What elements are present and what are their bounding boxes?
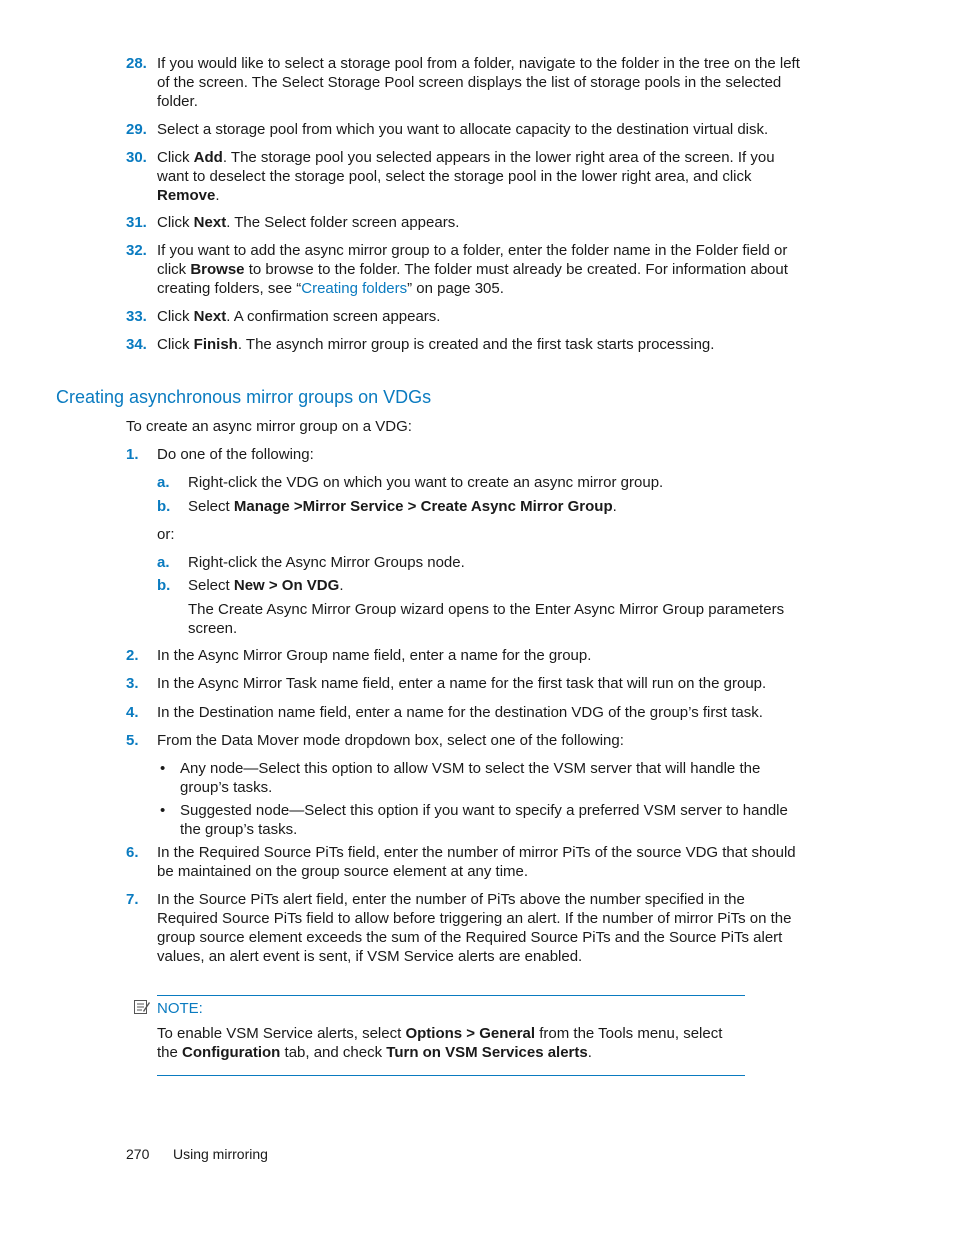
section-heading: Creating asynchronous mirror groups on VDGs [56, 387, 432, 407]
num-3: 3. [126, 675, 139, 692]
num-34: 34. [126, 336, 147, 353]
step-34-text: Click Finish. The asynch mirror group is created and the first task starts processing. [157, 336, 715, 353]
note-icon [133, 998, 151, 1021]
num-7: 7. [126, 891, 139, 908]
note-rule-bottom [157, 1075, 745, 1076]
num-28: 28. [126, 55, 147, 72]
note-text: To enable VSM Service alerts, select Options > General from the Tools menu, select the Configuration tab, and check Turn on VSM Services alerts. [157, 1025, 723, 1061]
substep-1b-label: b. [157, 498, 171, 515]
or-text: or: [157, 526, 175, 543]
step-33-text: Click Next. A confirmation screen appears. [157, 308, 441, 325]
step-6-text: In the Required Source PiTs field, enter the number of mirror PiTs of the source VDG that should be maintained on the group source element at any time. [157, 844, 796, 880]
section-intro: To create an async mirror group on a VDG: [126, 418, 412, 435]
num-5: 5. [126, 732, 139, 749]
substep-1a-text: Right-click the VDG on which you want to create an async mirror group. [188, 474, 664, 491]
step-32-text: If you want to add the async mirror group to a folder, enter the folder name in the Folder field or click Browse to browse to the folder. The folder must already be created. For information about creating folders, see “Creating folders” on page 305. [157, 242, 788, 297]
num-4: 4. [126, 704, 139, 721]
footer-title: Using mirroring [173, 1146, 268, 1162]
substep-1a-label: a. [157, 474, 170, 491]
substep-2a-label: a. [157, 554, 170, 571]
step-31-text: Click Next. The Select folder screen appears. [157, 214, 460, 231]
num-31: 31. [126, 214, 147, 231]
substep-2b-label: b. [157, 577, 171, 594]
bullet-marker: • [160, 760, 166, 777]
num-1: 1. [126, 446, 139, 463]
step-29-text: Select a storage pool from which you want to allocate capacity to the destination virtual disk. [157, 121, 769, 138]
step-3-text: In the Async Mirror Task name field, enter a name for the first task that will run on the group. [157, 675, 767, 692]
note-label: NOTE: [157, 1000, 203, 1017]
num-2: 2. [126, 647, 139, 664]
step-2-text: In the Async Mirror Group name field, enter a name for the group. [157, 647, 592, 664]
step-28-text: If you would like to select a storage pool from a folder, navigate to the folder in the tree on the left of the screen. The Select Storage Pool screen displays the list of storage pools in the selected folder. [157, 55, 800, 110]
substep-2a-text: Right-click the Async Mirror Groups node. [188, 554, 465, 571]
note-rule-top [157, 995, 745, 996]
wizard-note: The Create Async Mirror Group wizard opens to the Enter Async Mirror Group parameters screen. [188, 601, 785, 637]
num-6: 6. [126, 844, 139, 861]
step-7-text: In the Source PiTs alert field, enter the number of PiTs above the number specified in the Required Source PiTs field to allow before triggering an alert. If the number of mirror PiTs on the group source element exceeds the sum of the Required Source PiTs and the Source PiTs alert values, an alert event is sent, if VSM Service alerts are enabled. [157, 891, 792, 965]
bullet-marker: • [160, 802, 166, 819]
step-4-text: In the Destination name field, enter a name for the destination VDG of the group’s first task. [157, 704, 763, 721]
substep-1b-text: Select Manage >Mirror Service > Create Async Mirror Group. [188, 498, 617, 515]
substep-2b-text: Select New > On VDG. [188, 577, 344, 594]
step-30-text: Click Add. The storage pool you selected appears in the lower right area of the screen. If you want to deselect the storage pool, select the storage pool in the lower right area, and click Remove. [157, 149, 775, 204]
creating-folders-link[interactable]: Creating folders [301, 280, 408, 297]
bullet-suggested-node: Suggested node—Select this option if you want to specify a preferred VSM server to handle the group’s tasks. [180, 802, 788, 838]
step-5-text: From the Data Mover mode dropdown box, select one of the following: [157, 732, 624, 749]
footer-page-number: 270 [126, 1146, 150, 1162]
num-32: 32. [126, 242, 147, 259]
num-29: 29. [126, 121, 147, 138]
bullet-any-node: Any node—Select this option to allow VSM to select the VSM server that will handle the group’s tasks. [180, 760, 761, 796]
num-33: 33. [126, 308, 147, 325]
num-30: 30. [126, 149, 147, 166]
step-1-text: Do one of the following: [157, 446, 314, 463]
